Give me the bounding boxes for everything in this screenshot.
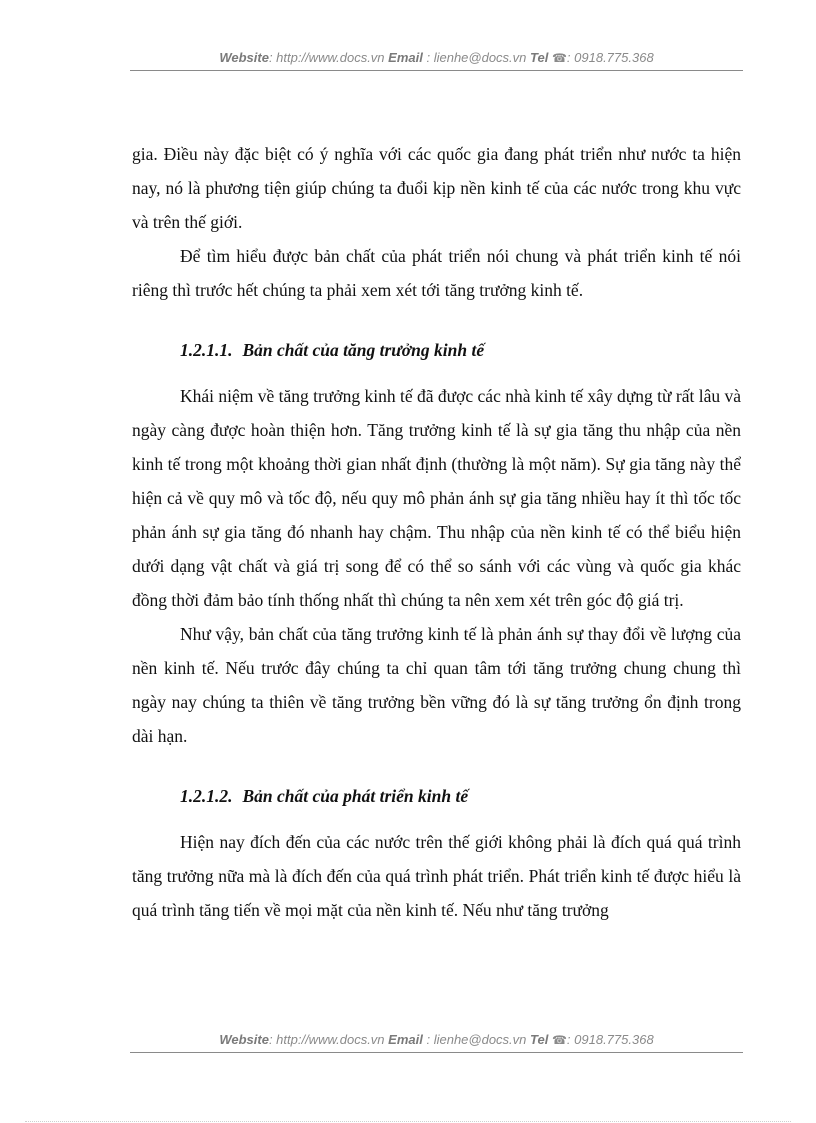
footer-website-value: : http://www.docs.vn: [268, 1032, 385, 1047]
telephone-icon: ☎: [551, 1033, 567, 1047]
footer-email-label: Email: [388, 1032, 423, 1047]
section-title: Bản chất của tăng trưởng kinh tế: [242, 340, 485, 360]
footer-tel-label: Tel: [530, 1032, 549, 1047]
header-email-label: Email: [388, 50, 423, 65]
page-footer: [130, 1032, 743, 1047]
paragraph-5: Hiện nay đích đến của các nước trên thế giới không phải là đích quá quá trình tăng trưởng nữa mà là đích đến của quá trình phát triển. Phát triển kinh tế được hiểu là quá trình tăng tiến về mọi mặt của nền kinh tế. Nếu như tăng trưởng: [132, 832, 741, 920]
section-number: 1.2.1.1.: [180, 340, 233, 360]
section-number: 1.2.1.2.: [180, 786, 233, 806]
paragraph-1: gia. Điều này đặc biệt có ý nghĩa với các quốc gia đang phát triển như nước ta hiện nay, nó là phương tiện giúp chúng ta đuổi kịp nền kinh tế của các nước trong khu vực và trên thế giới.: [132, 144, 741, 232]
telephone-icon: ☎: [551, 51, 567, 65]
section-heading-1-2-1-1: [132, 333, 741, 367]
footer-tel-value: : 0918.775.368: [566, 1032, 654, 1047]
document-body: [132, 137, 741, 927]
section-heading-1-2-1-2: [132, 779, 741, 813]
footer-rule: [130, 1052, 743, 1053]
page-header: [130, 50, 743, 65]
header-rule: [130, 70, 743, 71]
header-website-value: : http://www.docs.vn: [268, 50, 385, 65]
header-tel-label: Tel: [530, 50, 549, 65]
footer-website-label: Website: [219, 1032, 269, 1047]
page-edge-divider: [25, 1121, 791, 1122]
header-tel-value: : 0918.775.368: [566, 50, 654, 65]
footer-email-value: : lienhe@docs.vn: [426, 1032, 527, 1047]
header-website-label: Website: [219, 50, 269, 65]
paragraph-2: Để tìm hiểu được bản chất của phát triển nói chung và phát triển kinh tế nói riêng thì trước hết chúng ta phải xem xét tới tăng trưởng kinh tế.: [132, 246, 741, 300]
section-title: Bản chất của phát triển kinh tế: [242, 786, 469, 806]
paragraph-4: Như vậy, bản chất của tăng trưởng kinh tế là phản ánh sự thay đổi về lượng của nền kinh tế. Nếu trước đây chúng ta chỉ quan tâm tới tăng trưởng chung chung thì ngày nay chúng ta thiên về tăng trưởng bền vững đó là sự tăng trưởng ổn định trong dài hạn.: [132, 624, 741, 746]
paragraph-3: Khái niệm về tăng trưởng kinh tế đã được các nhà kinh tế xây dựng từ rất lâu và ngày càng được hoàn thiện hơn. Tăng trưởng kinh tế là sự gia tăng thu nhập của nền kinh tế trong một khoảng thời gian nhất định (thường là một năm). Sự gia tăng này thể hiện cả về quy mô và tốc độ, nếu quy mô phản ánh sự gia tăng nhiều hay ít thì tốc tốc phản ánh sự gia tăng đó nhanh hay chậm. Thu nhập của nền kinh tế có thể biểu hiện dưới dạng vật chất và giá trị song để có thể so sánh với các vùng và quốc gia khác đồng thời đảm bảo tính thống nhất thì chúng ta nên xem xét trên góc độ giá trị.: [132, 386, 741, 610]
header-email-value: : lienhe@docs.vn: [426, 50, 527, 65]
